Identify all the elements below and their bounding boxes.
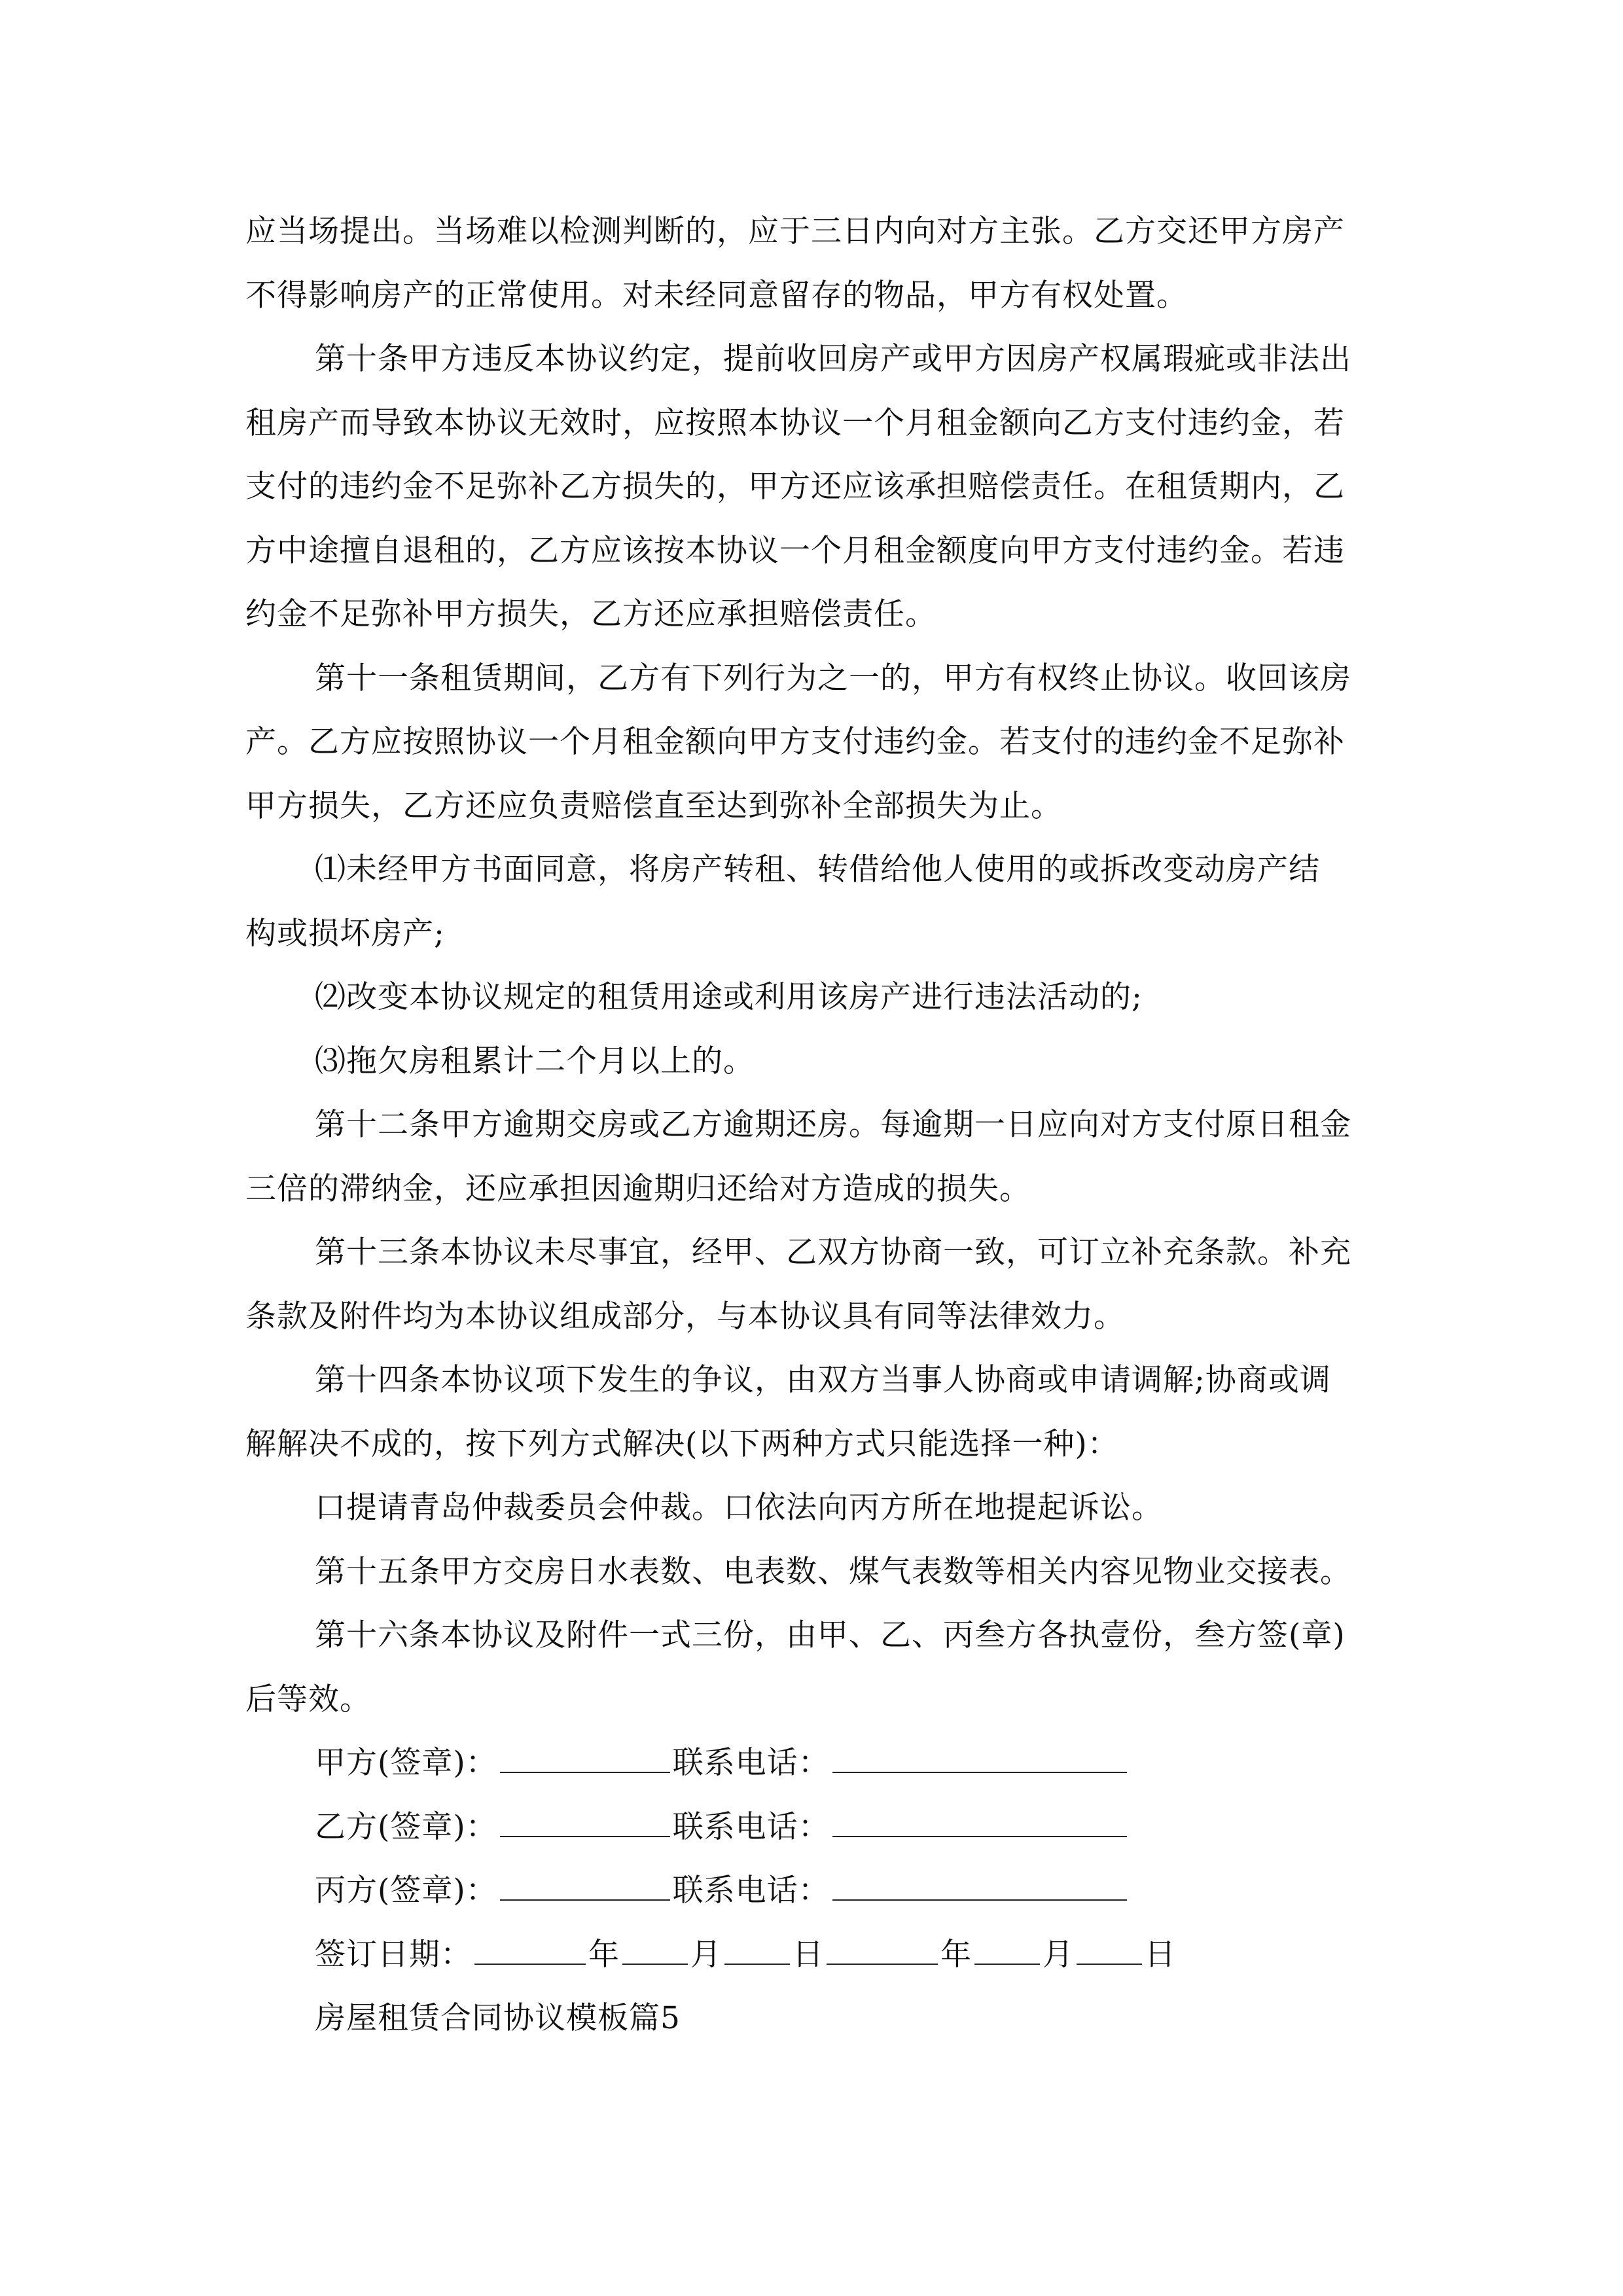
party-c-label: 丙方(签章)： xyxy=(315,1873,497,1909)
text-line: 甲方损失，乙方还应负责赔偿直至达到弥补全部损失为止。 xyxy=(245,787,1062,824)
text-line: 构或损坏房产; xyxy=(245,915,445,952)
clause-10: 第十条甲方违反本协议约定，提前收回房产或甲方因房产权属瑕疵或非法出 xyxy=(315,341,1351,377)
clause-12: 第十二条甲方逾期交房或乙方逾期还房。每逾期一日应向对方支付原日租金 xyxy=(315,1107,1351,1143)
party-a-signature-field[interactable] xyxy=(500,1746,670,1773)
month-label: 月 xyxy=(1043,1936,1074,1973)
list-item-2: ⑵改变本协议规定的租赁用途或利用该房产进行违法活动的; xyxy=(315,979,1143,1015)
clause-11: 第十一条租赁期间，乙方有下列行为之一的，甲方有权终止协议。收回该房 xyxy=(315,660,1351,696)
month-field[interactable] xyxy=(622,1937,688,1965)
list-item-1: ⑴未经甲方书面同意，将房产转租、转借给他人使用的或拆改变动房产结 xyxy=(315,852,1320,888)
signature-row-party-b xyxy=(245,1795,1404,1859)
contract-body xyxy=(245,200,1404,2051)
phone-label: 联系电话： xyxy=(672,1808,830,1845)
party-b-signature-field[interactable] xyxy=(500,1810,670,1837)
text-line: 产。乙方应按照协议一个月租金额向甲方支付违约金。若支付的违约金不足弥补 xyxy=(245,724,1345,760)
signature-row-party-a xyxy=(245,1731,1404,1795)
day-field-2[interactable] xyxy=(1077,1937,1142,1965)
party-a-label: 甲方(签章)： xyxy=(315,1745,497,1781)
phone-label: 联系电话： xyxy=(672,1745,830,1781)
text-line: 后等效。 xyxy=(245,1681,371,1717)
party-c-phone-field[interactable] xyxy=(832,1873,1127,1901)
phone-label: 联系电话： xyxy=(672,1873,830,1909)
clause-16: 第十六条本协议及附件一式三份，由甲、乙、丙叁方各执壹份，叁方签(章) xyxy=(315,1617,1346,1653)
year-field[interactable] xyxy=(474,1937,586,1965)
dispute-options: 口提请青岛仲裁委员会仲裁。口依法向丙方所在地提起诉讼。 xyxy=(315,1490,1163,1526)
signing-date-row xyxy=(245,1923,1404,1987)
text-line: 三倍的滞纳金，还应承担因逾期归还给对方造成的损失。 xyxy=(245,1170,1031,1207)
text-line: 不得影响房产的正常使用。对未经同意留存的物品，甲方有权处置。 xyxy=(245,277,1188,314)
day-field[interactable] xyxy=(724,1937,790,1965)
party-b-label: 乙方(签章)： xyxy=(315,1808,497,1845)
clause-13: 第十三条本协议未尽事宜，经甲、乙双方协商一致，可订立补充条款。补充 xyxy=(315,1234,1351,1270)
signature-row-party-c xyxy=(245,1859,1404,1923)
date-label: 签订日期： xyxy=(315,1936,472,1973)
month-label: 月 xyxy=(690,1936,722,1973)
text-line: 支付的违约金不足弥补乙方损失的，甲方还应该承担赔偿责任。在租赁期内，乙 xyxy=(245,469,1345,505)
text-line: 应当场提出。当场难以检测判断的，应于三日内向对方主张。乙方交还甲方房产 xyxy=(245,213,1345,249)
year-label: 年 xyxy=(940,1936,972,1973)
year-label: 年 xyxy=(588,1936,620,1973)
clause-15: 第十五条甲方交房日水表数、电表数、煤气表数等相关内容见物业交接表。 xyxy=(315,1553,1351,1590)
text-line: 方中途擅自退租的，乙方应该按本协议一个月租金额度向甲方支付违约金。若违 xyxy=(245,532,1345,569)
text-line: 租房产而导致本协议无效时，应按照本协议一个月租金额向乙方支付违约金，若 xyxy=(245,404,1345,441)
party-a-phone-field[interactable] xyxy=(832,1746,1127,1773)
next-section-title: 房屋租赁合同协议模板篇5 xyxy=(315,2000,681,2036)
list-item-3: ⑶拖欠房租累计二个月以上的。 xyxy=(315,1043,755,1079)
party-c-signature-field[interactable] xyxy=(500,1873,670,1901)
day-label: 日 xyxy=(1145,1936,1176,1973)
clause-14: 第十四条本协议项下发生的争议，由双方当事人协商或申请调解;协商或调 xyxy=(315,1362,1331,1398)
text-line: 条款及附件均为本协议组成部分，与本协议具有同等法律效力。 xyxy=(245,1298,1125,1335)
day-label: 日 xyxy=(793,1936,824,1973)
month-field-2[interactable] xyxy=(974,1937,1040,1965)
party-b-phone-field[interactable] xyxy=(832,1810,1127,1837)
year-field-2[interactable] xyxy=(827,1937,938,1965)
text-line: 解解决不成的，按下列方式解决(以下两种方式只能选择一种)： xyxy=(245,1426,1119,1462)
text-line: 约金不足弥补甲方损失，乙方还应承担赔偿责任。 xyxy=(245,596,936,632)
